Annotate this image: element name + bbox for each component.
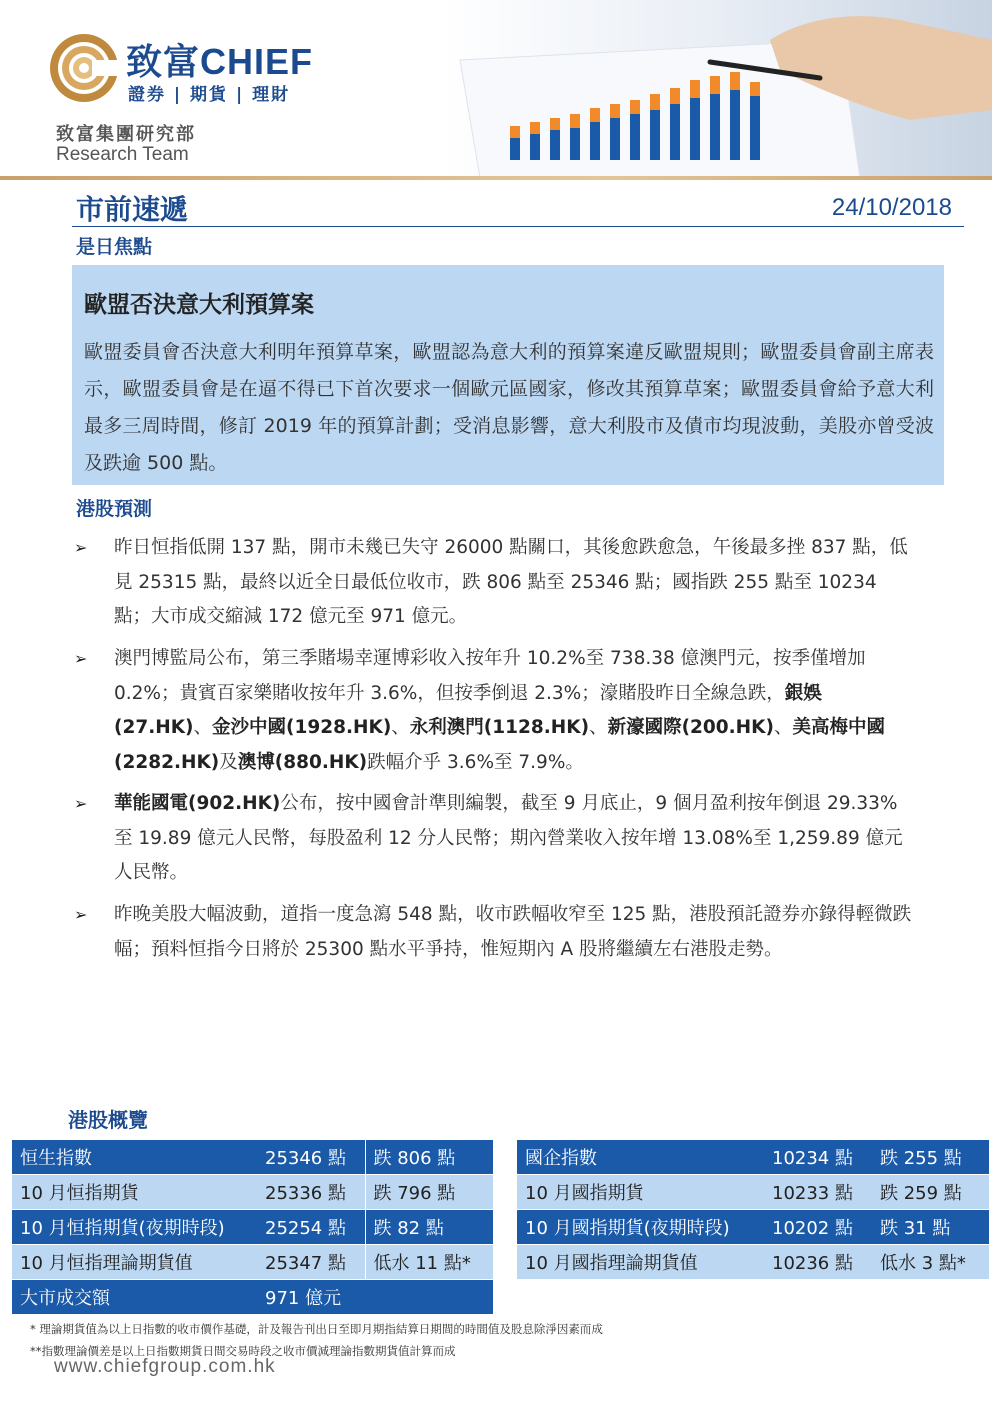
- arrow-bullet-icon: ➢: [74, 905, 88, 924]
- table-row: 10 月國指理論期貨值 10236 點 低水 3 點*: [517, 1245, 989, 1280]
- arrow-bullet-icon: ➢: [74, 649, 88, 668]
- stock-name: 美高梅中國(2282.HK): [114, 717, 885, 773]
- bullet-text: 澳門博監局公布，第三季賭場幸運博彩收入按年升 10.2%至 738.38 億澳門元，按季僅增加 0.2%；貴賓百家樂賭收按年升 3.6%，但按季倒退 2.3%；濠賭股昨日全線急跌，銀娛(27.HK)、金沙中國(1928.HK)、永利澳門(1128.HK)、新濠國際(200.HK)、美高梅中國(2282.HK)及澳博(880.HK)跌幅介乎 3.6%至 7.9%。: [114, 648, 885, 773]
- stock-name: 永利澳門(1128.HK): [409, 717, 590, 738]
- brand-subtitle: 證券 | 期貨 | 理財: [128, 85, 291, 105]
- report-date: 24/10/2018: [831, 194, 952, 221]
- table-row: 國企指數 10234 點 跌 255 點: [517, 1140, 989, 1175]
- bullet-text: 華能國電(902.HK)公布，按中國會計準則編製，截至 9 月底止，9 個月盈利按年倒退 29.33%至 19.89 億元人民幣，每股盈利 12 分人民幣；期內營業收入按年增 13.08%至 1,259.89 億元人民幣。: [114, 793, 903, 883]
- title-divider: [72, 226, 964, 227]
- table-row: 大市成交額 971 億元: [12, 1280, 493, 1315]
- brand-name: 致富CHIEF: [126, 41, 314, 82]
- table-row: 10 月恒指期貨 25336 點 跌 796 點: [12, 1175, 493, 1210]
- focus-body: 歐盟委員會否決意大利明年預算草案，歐盟認為意大利的預算案違反歐盟規則；歐盟委員會副主席表示，歐盟委員會是在逼不得已下首次要求一個歐元區國家，修改其預算草案；歐盟委員會給予意大利最多三周時間，修訂 2019 年的預算計劃；受消息影響，意大利股市及債市均現波動，美股亦曾受波及跌逾 500 點。: [84, 341, 934, 474]
- stock-name: 新濠國際(200.HK): [607, 717, 774, 738]
- stock-name: 金沙中國(1928.HK): [212, 717, 392, 738]
- header-chart-illustration: [440, 0, 992, 178]
- bullet-text: 昨晚美股大幅波動，道指一度急瀉 548 點，收市跌幅收窄至 125 點，港股預託證券亦錄得輕微跌幅；預料恒指今日將於 25300 點水平爭持，惟短期內 A 股將繼續左右港股走勢。: [114, 904, 912, 960]
- stock-name: 澳博(880.HK): [237, 751, 368, 773]
- table-row: 10 月國指期貨 10233 點 跌 259 點: [517, 1175, 989, 1210]
- focus-section-label: 是日焦點: [76, 236, 153, 258]
- header: [0, 0, 992, 182]
- footnote-spread: **指數理論價差是以上日指數期貨日間交易時段之收市價減理論指數期貨值計算而成: [30, 1344, 456, 1358]
- stock-name: 華能國電(902.HK): [114, 793, 281, 814]
- department-english: Research Team: [56, 144, 189, 165]
- table-row: 10 月國指期貨(夜期時段) 10202 點 跌 31 點: [517, 1210, 989, 1245]
- header-divider: [0, 176, 992, 180]
- footnote-theoretical-value: * 理論期貨值為以上日指數的收市價作基礎，計及報告刊出日至即月期指結算日期間的時間值及股息除淨因素而成: [30, 1322, 603, 1336]
- arrow-bullet-icon: ➢: [74, 538, 88, 557]
- hscei-overview-table: [517, 1140, 989, 1280]
- chief-logo-icon: [48, 32, 120, 104]
- website-link[interactable]: www.chiefgroup.com.hk: [54, 1356, 276, 1377]
- arrow-bullet-icon: ➢: [74, 794, 88, 813]
- department-chinese: 致富集團研究部: [56, 124, 196, 145]
- table-row: 10 月恒指理論期貨值 25347 點 低水 11 點*: [12, 1245, 493, 1280]
- stock-name: 銀娛(27.HK): [114, 682, 822, 738]
- table-row: 恒生指數 25346 點 跌 806 點: [12, 1140, 493, 1175]
- focus-headline: 歐盟否決意大利預算案: [84, 292, 314, 318]
- report-title: 市前速遞: [76, 193, 189, 226]
- table-row: 10 月恒指期貨(夜期時段) 25254 點 跌 82 點: [12, 1210, 493, 1245]
- overview-section-label: 港股概覽: [68, 1108, 148, 1132]
- bullet-text: 昨日恒指低開 137 點，開市未幾已失守 26000 點關口，其後愈跌愈急，午後最多挫 837 點，低見 25315 點，最終以近全日最低位收市，跌 806 點至 25346 點；國指跌 255 點至 10234 點；大市成交縮減 172 億元至 971 億元。: [114, 537, 908, 627]
- hsi-overview-table: [12, 1140, 493, 1315]
- forecast-section-label: 港股預測: [76, 498, 153, 520]
